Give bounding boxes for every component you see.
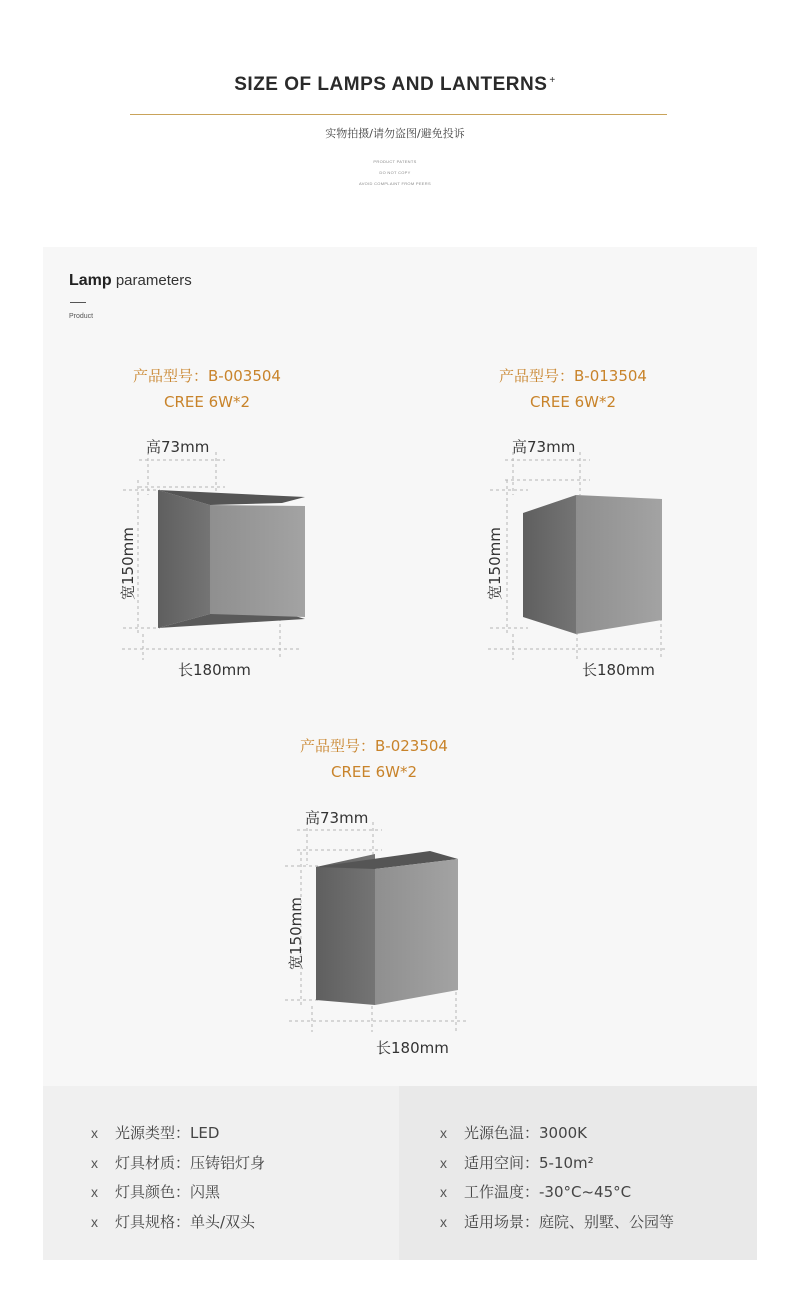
specs-right-panel: [399, 1086, 757, 1260]
section-title-rest: parameters: [115, 272, 192, 289]
spec-marker: x: [91, 1154, 98, 1171]
spec-marker: x: [91, 1184, 98, 1200]
lamp-1-spec: CREE 6W*2: [163, 393, 251, 411]
spec-text: 适用场景：庭院、别墅、公园等: [464, 1212, 675, 1231]
spec-text: 灯具颜色：闪黑: [115, 1183, 221, 1201]
spec-space: [440, 1152, 674, 1182]
spec-text: 光源类型：LED: [115, 1124, 220, 1142]
header-subtitle: 实物拍摄/请勿盗图/避免投诉: [325, 127, 465, 140]
lamp-1-model: 产品型号：B-003504: [133, 367, 281, 385]
lamp-1-drawing: [119, 438, 305, 679]
note-patents: PRODUCT PATENTS: [373, 159, 417, 164]
spec-light-type: [91, 1122, 265, 1152]
spec-work-temp: [440, 1181, 674, 1211]
spec-marker: x: [440, 1184, 447, 1200]
lamp-1-width-label: 宽150mm: [119, 527, 137, 600]
lamp-3-width-label: 宽150mm: [287, 897, 305, 970]
lamp-2-length-label: 长180mm: [582, 661, 655, 679]
specs-right-list: [440, 1122, 674, 1240]
lamp-2-front-face: [576, 495, 662, 634]
spec-text: 适用空间：5-10m²: [464, 1153, 594, 1172]
spec-marker: x: [440, 1154, 447, 1171]
spec-text: 灯具规格：单头/双头: [115, 1212, 256, 1231]
lamp-3-model: 产品型号：B-023504: [300, 737, 448, 755]
spec-text: 光源色温：3000K: [464, 1124, 588, 1142]
lamp-3-length-label: 长180mm: [376, 1039, 449, 1057]
lamp-3-spec: CREE 6W*2: [330, 763, 418, 781]
specs-left-list: [91, 1122, 265, 1240]
lamp-3-drawing: [285, 809, 468, 1057]
spec-marker: x: [440, 1213, 447, 1230]
specs-left-panel: [43, 1086, 399, 1260]
section-caption: Product: [69, 313, 94, 320]
spec-marker: x: [91, 1125, 98, 1141]
spec-marker: x: [91, 1213, 98, 1230]
lamp-2-spec: CREE 6W*2: [529, 393, 617, 411]
spec-text: 灯具材质：压铸铝灯身: [115, 1153, 266, 1172]
spec-color: [91, 1181, 265, 1211]
lamp-3-height-label: 高73mm: [305, 809, 369, 827]
title-mark: +: [549, 75, 556, 86]
lamp-2-model: 产品型号：B-013504: [499, 367, 647, 385]
spec-text: 工作温度：-30°C~45°C: [464, 1183, 632, 1201]
spec-material: [91, 1152, 265, 1182]
lamp-3-side-face: [316, 854, 375, 1005]
spec-marker: x: [440, 1125, 447, 1141]
lamp-1-left-face: [158, 490, 210, 628]
spec-color-temp: [440, 1122, 674, 1152]
lamp-1-length-label: 长180mm: [178, 661, 251, 679]
lamp-1-height-label: 高73mm: [146, 438, 210, 456]
note-copy: DO NOT COPY: [379, 170, 411, 175]
lamp-2-height-label: 高73mm: [512, 438, 576, 456]
lamp-2-width-label: 宽150mm: [486, 527, 504, 600]
lamp-2-side-face: [523, 495, 576, 634]
page-title-text: SIZE OF LAMPS AND LANTERNS: [234, 74, 548, 95]
spec-scene: [440, 1211, 674, 1241]
spec-size: [91, 1211, 265, 1241]
lamp-1-front-face: [210, 505, 305, 617]
lamp-2-drawing: [486, 438, 668, 679]
lamp-3-front-face: [375, 859, 458, 1005]
section-title-bold: Lamp: [69, 272, 112, 289]
note-complaint: AVOID COMPLAINT FROM PEERS: [359, 181, 431, 186]
